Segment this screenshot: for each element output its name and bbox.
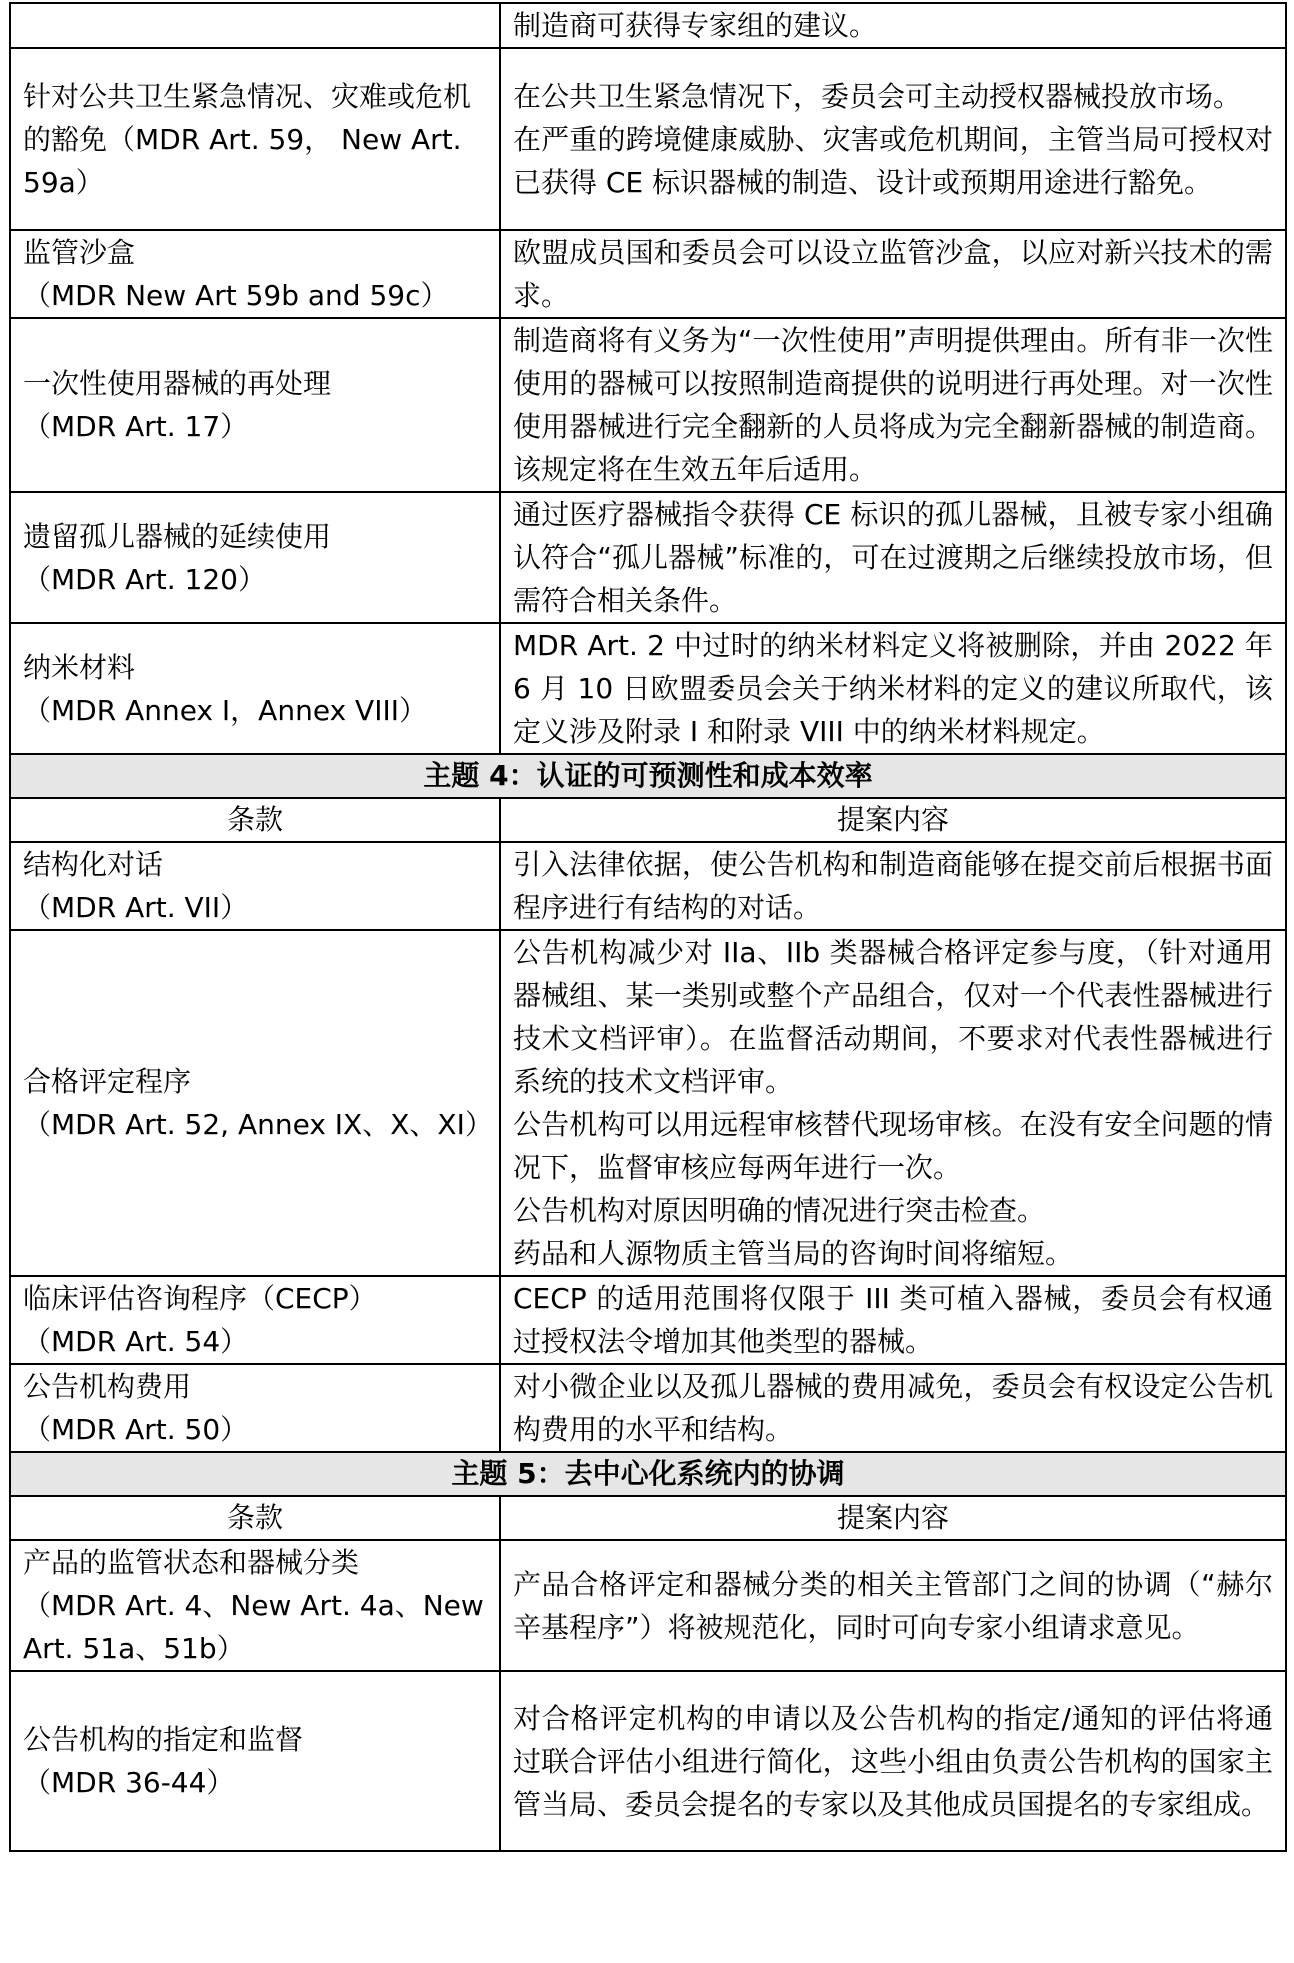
clause-cell: 合格评定程序 （MDR Art. 52, Annex IX、X、XI） [10, 930, 500, 1276]
content-cell: 对合格评定机构的申请以及公告机构的指定/通知的评估将通过联合评估小组进行简化，这些小组由负责公告机构的国家主管当局、委员会提名的专家以及其他成员国提名的专家组成。 [500, 1671, 1286, 1851]
proposal-table [9, 2, 1287, 1852]
table-row [10, 1671, 1286, 1851]
table-row [10, 230, 1286, 318]
clause-cell [10, 3, 500, 48]
section-header-row [10, 1452, 1286, 1496]
content-cell: CECP 的适用范围将仅限于 III 类可植入器械，委员会有权通过授权法令增加其他类型的器械。 [500, 1276, 1286, 1364]
clause-cell: 公告机构的指定和监督 （MDR 36-44） [10, 1671, 500, 1851]
content-cell: 制造商可获得专家组的建议。 [500, 3, 1286, 48]
clause-cell: 结构化对话 （MDR Art. VII） [10, 842, 500, 930]
content-cell: MDR Art. 2 中过时的纳米材料定义将被删除，并由 2022 年 6 月 10 日欧盟委员会关于纳米材料的定义的建议所取代，该定义涉及附录 I 和附录 VIII 中的纳米材料规定。 [500, 623, 1286, 754]
content-cell: 公告机构减少对 IIa、IIb 类器械合格评定参与度，（针对通用器械组、某一类别或整个产品组合，仅对一个代表性器械进行技术文档评审）。在监督活动期间，不要求对代表性器械进行系统的技术文档评审。 公告机构可以用远程审核替代现场审核。在没有安全问题的情况下，监督审核应每两年进行一次。 公告机构对原因明确的情况进行突击检查。 药品和人源物质主管当局的咨询时间将缩短。 [500, 930, 1286, 1276]
table-row [10, 1364, 1286, 1452]
column-header-content: 提案内容 [500, 798, 1286, 842]
clause-cell: 临床评估咨询程序（CECP） （MDR Art. 54） [10, 1276, 500, 1364]
clause-cell: 监管沙盒 （MDR New Art 59b and 59c） [10, 230, 500, 318]
clause-cell: 遗留孤儿器械的延续使用 （MDR Art. 120） [10, 492, 500, 623]
table-row [10, 318, 1286, 492]
column-header-row [10, 1496, 1286, 1540]
table-row [10, 930, 1286, 1276]
table-row [10, 3, 1286, 48]
table-row [10, 1276, 1286, 1364]
clause-cell: 针对公共卫生紧急情况、灾难或危机的豁免（MDR Art. 59， New Art. 59a） [10, 48, 500, 230]
content-cell: 引入法律依据，使公告机构和制造商能够在提交前后根据书面程序进行有结构的对话。 [500, 842, 1286, 930]
section-title: 主题 5：去中心化系统内的协调 [10, 1452, 1286, 1496]
table-row [10, 1540, 1286, 1671]
clause-cell: 一次性使用器械的再处理 （MDR Art. 17） [10, 318, 500, 492]
content-cell: 制造商将有义务为“一次性使用”声明提供理由。所有非一次性使用的器械可以按照制造商提供的说明进行再处理。对一次性使用器械进行完全翻新的人员将成为完全翻新器械的制造商。该规定将在生效五年后适用。 [500, 318, 1286, 492]
clause-cell: 产品的监管状态和器械分类 （MDR Art. 4、New Art. 4a、New Art. 51a、51b） [10, 1540, 500, 1671]
table-row [10, 48, 1286, 230]
section-title: 主题 4：认证的可预测性和成本效率 [10, 754, 1286, 798]
section-header-row [10, 754, 1286, 798]
clause-cell: 公告机构费用 （MDR Art. 50） [10, 1364, 500, 1452]
table-row [10, 842, 1286, 930]
content-cell: 对小微企业以及孤儿器械的费用减免，委员会有权设定公告机构费用的水平和结构。 [500, 1364, 1286, 1452]
table-row [10, 492, 1286, 623]
content-cell: 产品合格评定和器械分类的相关主管部门之间的协调（“赫尔辛基程序”）将被规范化，同时可向专家小组请求意见。 [500, 1540, 1286, 1671]
column-header-clause: 条款 [10, 1496, 500, 1540]
content-cell: 在公共卫生紧急情况下，委员会可主动授权器械投放市场。 在严重的跨境健康威胁、灾害或危机期间，主管当局可授权对已获得 CE 标识器械的制造、设计或预期用途进行豁免。 [500, 48, 1286, 230]
column-header-row [10, 798, 1286, 842]
content-cell: 欧盟成员国和委员会可以设立监管沙盒，以应对新兴技术的需求。 [500, 230, 1286, 318]
column-header-clause: 条款 [10, 798, 500, 842]
column-header-content: 提案内容 [500, 1496, 1286, 1540]
content-cell: 通过医疗器械指令获得 CE 标识的孤儿器械，且被专家小组确认符合“孤儿器械”标准的，可在过渡期之后继续投放市场，但需符合相关条件。 [500, 492, 1286, 623]
table-row [10, 623, 1286, 754]
clause-cell: 纳米材料 （MDR Annex I，Annex VIII） [10, 623, 500, 754]
